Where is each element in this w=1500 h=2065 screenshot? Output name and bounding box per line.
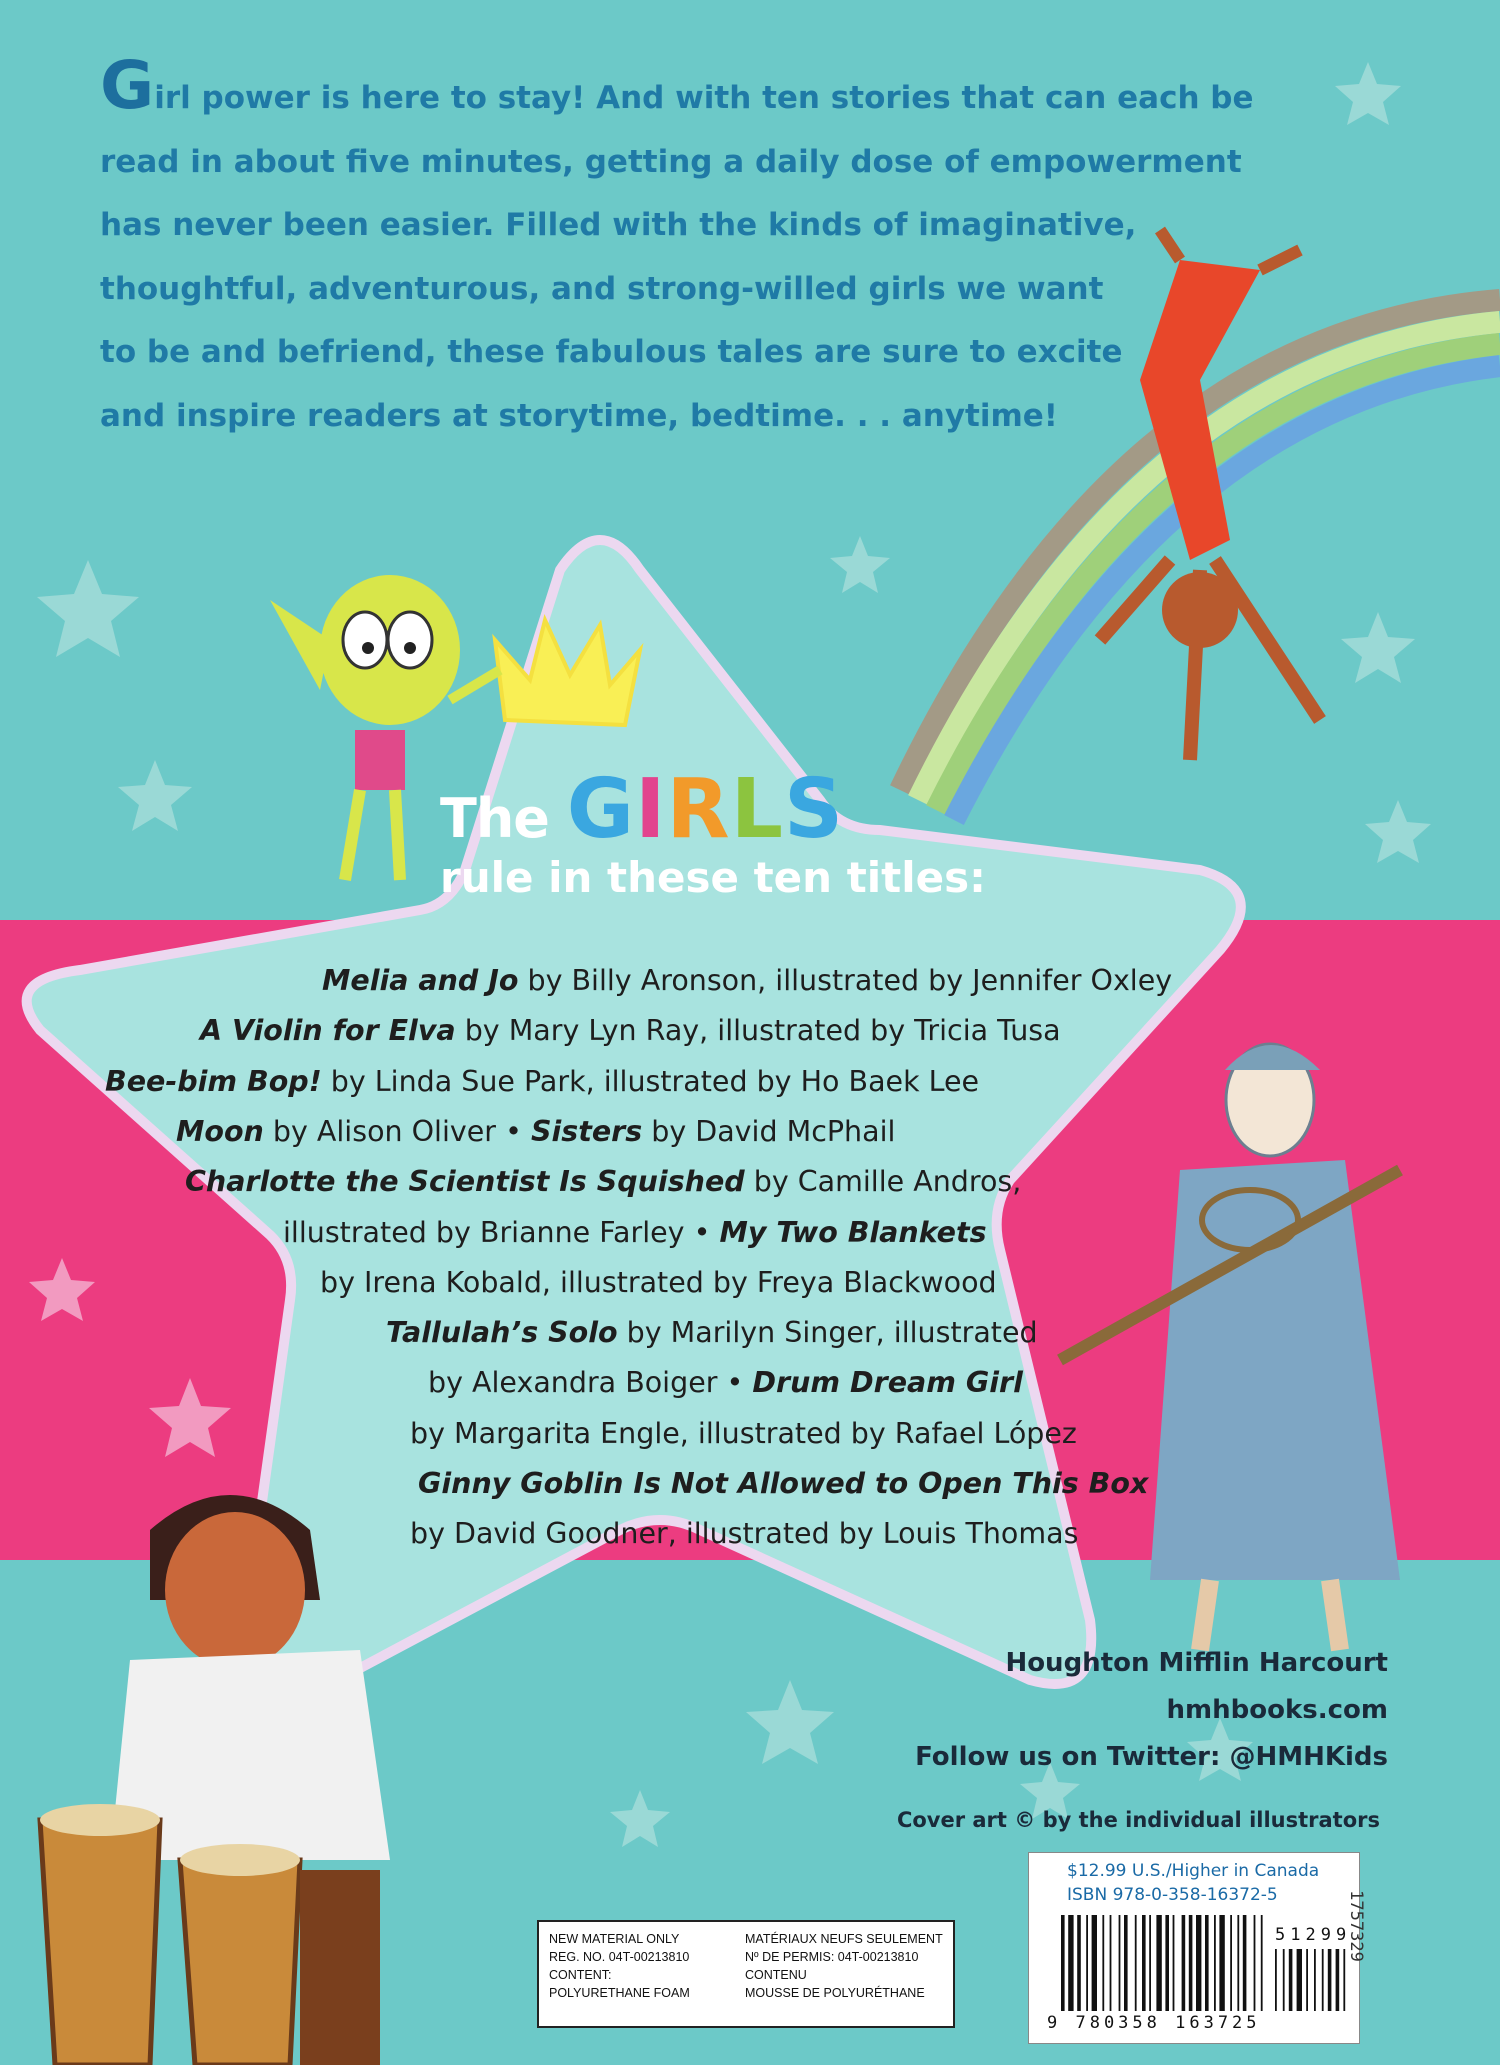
book-credit: by Camille Andros,	[744, 1165, 1022, 1199]
book-title: Drum Dream Girl	[752, 1366, 1023, 1400]
title-line	[176, 1107, 895, 1157]
publisher-twitter: Follow us on Twitter: @HMHKids	[915, 1742, 1388, 1772]
title-line	[322, 956, 1172, 1006]
blurb-line: read in about five minutes, getting a daily dose of empowerment	[100, 143, 1242, 180]
barcode-addon-code: 51299	[1275, 1925, 1352, 1945]
barcode-bar	[1135, 1915, 1137, 2011]
book-credit: by Mary Lyn Ray, illustrated by Tricia Tusa	[455, 1014, 1061, 1048]
blurb-line: has never been easier. Filled with the kinds of imaginative,	[100, 207, 1137, 243]
title-line	[410, 1409, 1077, 1459]
heading-girls-letter: G	[566, 762, 636, 857]
barcode-bar	[1119, 1915, 1121, 2011]
cover-art-credit: Cover art © by the individual illustrators	[896, 1808, 1380, 1832]
heading-girls-letter: L	[730, 762, 784, 857]
barcode-bar	[1254, 1915, 1256, 2011]
barcode-bar	[1068, 1915, 1073, 2011]
barcode-bar	[1165, 1915, 1169, 2011]
barcode-addon-bar	[1306, 1949, 1308, 2011]
law-label-line: POLYURETHANE FOAM	[549, 1986, 690, 2000]
barcode-bar	[1077, 1915, 1081, 2011]
title-line	[200, 1006, 1061, 1056]
law-label-line: Nº DE PERMIS: 04T-00213810	[745, 1950, 919, 1964]
price-barcode-box	[1028, 1852, 1360, 2044]
barcode-bar	[1214, 1915, 1216, 2011]
heading-girls-word	[566, 762, 845, 857]
barcode-bar	[1237, 1915, 1239, 2011]
barcode-ean-number: 9 780358 163725	[1047, 2013, 1261, 2033]
isbn-text: ISBN 978-0-358-16372-5	[1067, 1885, 1278, 1905]
blurb-line: irl power is here to stay! And with ten stories that can each be	[154, 80, 1254, 116]
barcode-bar	[1182, 1915, 1186, 2011]
publisher-name: Houghton Mifflin Harcourt	[1005, 1648, 1388, 1678]
blurb-line: thoughtful, adventurous, and strong-willed girls we want	[100, 270, 1104, 307]
barcode-bar	[1196, 1915, 1201, 2011]
heading-line-2: rule in these ten titles:	[440, 853, 986, 902]
book-credit: by David Goodner, illustrated by Louis Thomas	[410, 1517, 1079, 1551]
book-title: Ginny Goblin Is Not Allowed to Open This Box	[418, 1467, 1149, 1500]
book-credit: by Linda Sue Park, illustrated by Ho Baek Lee	[321, 1064, 980, 1098]
title-line	[410, 1509, 1078, 1559]
barcode-addon-bar	[1283, 1949, 1285, 2011]
book-credit: by Alexandra Boiger •	[428, 1366, 753, 1400]
title-line	[386, 1308, 1038, 1358]
book-title: Moon	[176, 1114, 264, 1148]
publisher-info	[915, 1640, 1388, 1781]
book-credit: by Irena Kobald, illustrated by Freya Blackwood	[320, 1265, 997, 1299]
heading-girls-letter: R	[666, 762, 731, 857]
barcode-bar	[1110, 1915, 1112, 2011]
barcode-bar	[1243, 1915, 1247, 2011]
barcode-bar	[1230, 1915, 1232, 2011]
book-title: My Two Blankets	[719, 1215, 987, 1249]
barcode-bar	[1149, 1915, 1151, 2011]
law-label-line: CONTENT:	[549, 1968, 612, 1982]
heading-girls-letter: S	[783, 762, 845, 857]
title-line	[428, 1358, 1023, 1408]
side-code-text: 1757329	[1345, 1890, 1366, 1962]
book-credit: by Billy Aronson, illustrated by Jennifer Oxley	[518, 964, 1173, 997]
barcode-bar	[1205, 1915, 1209, 2011]
barcode-bar	[1189, 1915, 1193, 2011]
book-title: Bee-bim Bop!	[105, 1064, 322, 1098]
book-title: Tallulah’s Solo	[386, 1316, 618, 1350]
price-text: $12.99 U.S./Higher in Canada	[1067, 1861, 1320, 1881]
barcode-addon-bar	[1336, 1949, 1340, 2011]
barcode-bar	[1124, 1915, 1128, 2011]
book-blurb	[100, 47, 1260, 448]
law-label-english	[549, 1930, 690, 2002]
law-label	[537, 1920, 955, 2028]
law-label-french	[745, 1930, 943, 2002]
barcode-bar	[1061, 1915, 1065, 2011]
barcode-addon-bar	[1322, 1949, 1324, 2011]
barcode-bar	[1092, 1915, 1097, 2011]
heading-line-1	[440, 762, 1000, 857]
title-line	[283, 1208, 987, 1258]
barcode-bar	[1142, 1915, 1146, 2011]
law-label-line: MOUSSE DE POLYURÉTHANE	[745, 1986, 925, 2000]
book-credit: by Alison Oliver •	[263, 1114, 531, 1148]
barcode-addon-bar	[1275, 1949, 1277, 2011]
barcode-bar	[1173, 1915, 1175, 2011]
title-line	[185, 1157, 1021, 1207]
barcode-addon-bar	[1289, 1949, 1293, 2011]
barcode-bar	[1156, 1915, 1161, 2011]
book-credit: by Marilyn Singer, illustrated	[617, 1316, 1038, 1350]
book-credit: by Margarita Engle, illustrated by Rafael López	[410, 1416, 1077, 1450]
law-label-line: CONTENU	[745, 1968, 807, 1982]
barcode-bar	[1219, 1915, 1224, 2011]
title-line	[418, 1459, 1148, 1509]
blurb-line: to be and befriend, these fabulous tales are sure to excite	[100, 334, 1123, 370]
book-credit: by David McPhail	[642, 1114, 896, 1148]
book-credit: illustrated by Brianne Farley •	[283, 1215, 720, 1249]
title-line	[320, 1258, 997, 1308]
law-label-line: REG. NO. 04T-00213810	[549, 1950, 690, 1964]
book-title: Sisters	[530, 1114, 643, 1148]
heading-the: The	[440, 787, 549, 850]
title-line	[105, 1057, 979, 1107]
blurb-line: and inspire readers at storytime, bedtime. . . anytime!	[100, 397, 1058, 434]
book-title: A Violin for Elva	[200, 1014, 456, 1048]
publisher-website: hmhbooks.com	[1166, 1695, 1388, 1725]
barcode-bar	[1086, 1915, 1088, 2011]
book-title: Charlotte the Scientist Is Squished	[185, 1165, 745, 1199]
barcode-bar	[1102, 1915, 1104, 2011]
blurb-drop-cap: G	[100, 47, 155, 124]
barcode-addon-bar	[1328, 1949, 1332, 2011]
barcode-bar	[1261, 1915, 1263, 2011]
law-label-line: MATÉRIAUX NEUFS SEULEMENT	[745, 1932, 943, 1946]
heading-girls-letter: I	[635, 762, 667, 857]
book-title: Melia and Jo	[322, 964, 519, 997]
law-label-line: NEW MATERIAL ONLY	[549, 1932, 680, 1946]
barcode-addon-bar	[1314, 1949, 1316, 2011]
barcode-addon-bar	[1297, 1949, 1302, 2011]
titles-heading	[440, 762, 1000, 902]
side-code	[1345, 1856, 1390, 2006]
